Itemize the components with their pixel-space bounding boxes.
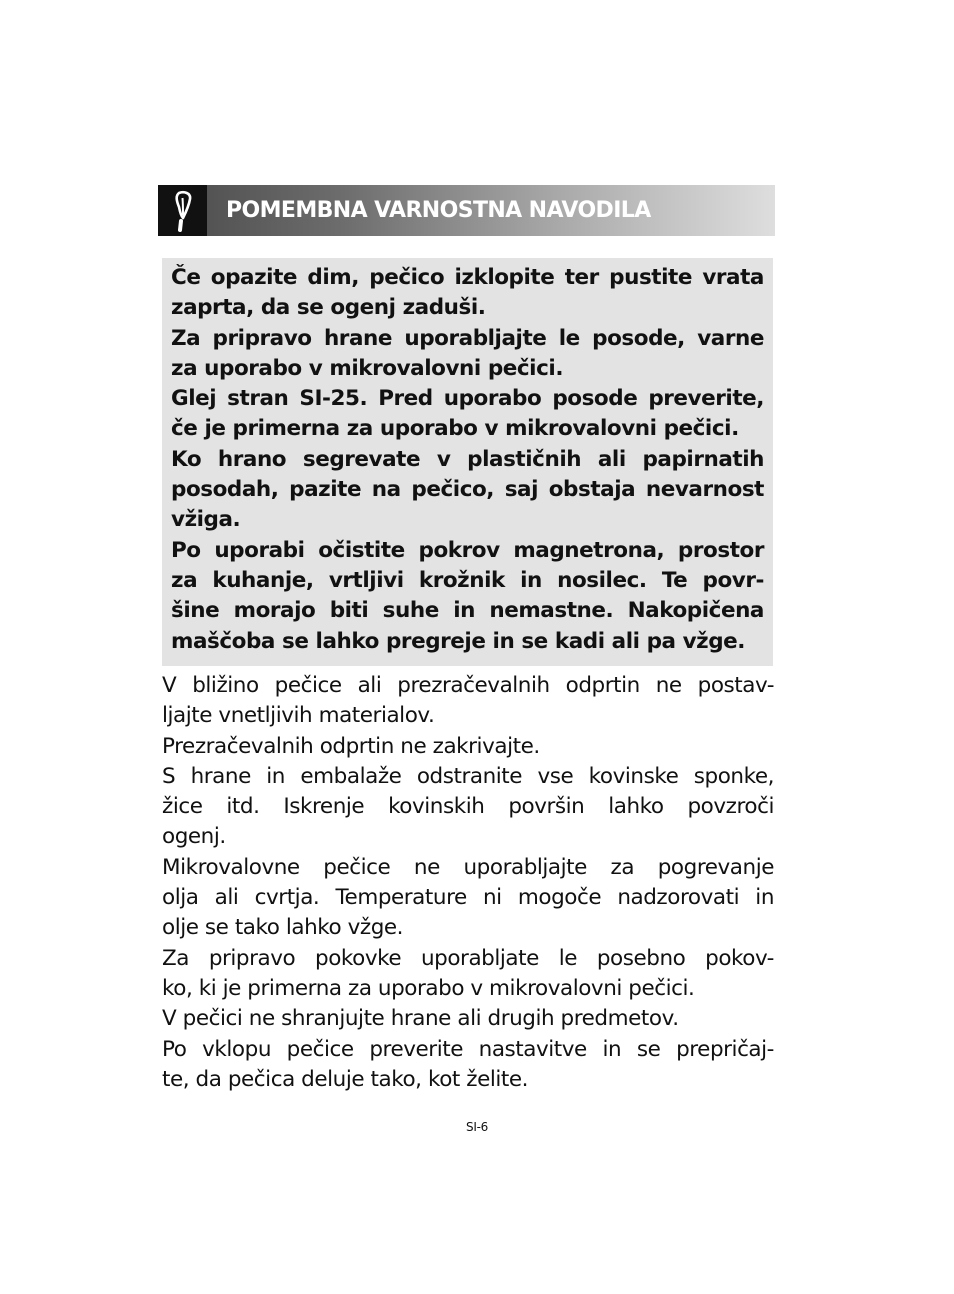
warning-line: vžiga.: [171, 507, 241, 533]
body-line: Mikrovalovne pečice ne uporabljajte za pogrevanje: [162, 854, 774, 880]
body-line: V bližino pečice ali prezračevalnih odprtin ne postav-: [162, 673, 774, 698]
body-line: S hrane in embalaže odstranite vse kovinske sponke,: [162, 763, 774, 789]
body-line: ogenj.: [162, 824, 226, 850]
warning-line: Glej stran SI-25. Pred uporabo posode preverite,: [171, 386, 764, 412]
warning-line: maščoba se lahko pregreje in se kadi ali pa vžge.: [171, 628, 746, 654]
page-number: SI-6: [466, 1120, 488, 1134]
body-line: Za pripravo pokovke uporabljate le posebno pokov-: [162, 945, 774, 971]
body-line: ko, ki je primerna za uporabo v mikrovalovni pečici.: [162, 975, 695, 1001]
body-line: V pečici ne shranjujte hrane ali drugih predmetov.: [162, 1006, 679, 1032]
warning-line: zaprta, da se ogenj zaduši.: [171, 295, 486, 321]
body-line: ljajte vnetljivih materialov.: [162, 703, 435, 729]
body-line: žice itd. Iskrenje kovinskih površin lahko povzroči: [162, 794, 774, 820]
section-header: [158, 185, 775, 236]
body-line: Prezračevalnih odprtin ne zakrivajte.: [162, 733, 540, 759]
warning-line: Ko hrano segrevate v plastičnih ali papirnatih: [171, 446, 764, 472]
warning-line: Če opazite dim, pečico izklopite ter pustite vrata: [171, 265, 764, 290]
warning-line: Po uporabi očistite pokrov magnetrona, prostor: [171, 537, 764, 563]
warning-box: [162, 258, 773, 666]
warning-line: za kuhanje, vrtljivi krožnik in nosilec. Te povr-: [171, 567, 764, 593]
warning-line: Za pripravo hrane uporabljajte le posode, varne: [171, 325, 764, 351]
body-text: [162, 671, 774, 1095]
warning-line: za uporabo v mikrovalovni pečici.: [171, 355, 564, 381]
warning-line: šine morajo biti suhe in nemastne. Nakopičena: [171, 598, 764, 624]
body-line: Po vklopu pečice preverite nastavitve in se prepričaj-: [162, 1036, 774, 1062]
body-line: olje se tako lahko vžge.: [162, 915, 404, 941]
section-title: POMEMBNA VARNOSTNA NAVODILA: [226, 198, 651, 223]
exclamation-icon: [158, 185, 207, 236]
body-line: olja ali cvrtja. Temperature ni mogoče nadzorovati in: [162, 885, 774, 911]
warning-line: posodah, pazite na pečico, saj obstaja nevarnost: [171, 477, 764, 503]
warning-line: če je primerna za uporabo v mikrovalovni pečici.: [171, 416, 739, 442]
body-line: te, da pečica deluje tako, kot želite.: [162, 1066, 529, 1092]
